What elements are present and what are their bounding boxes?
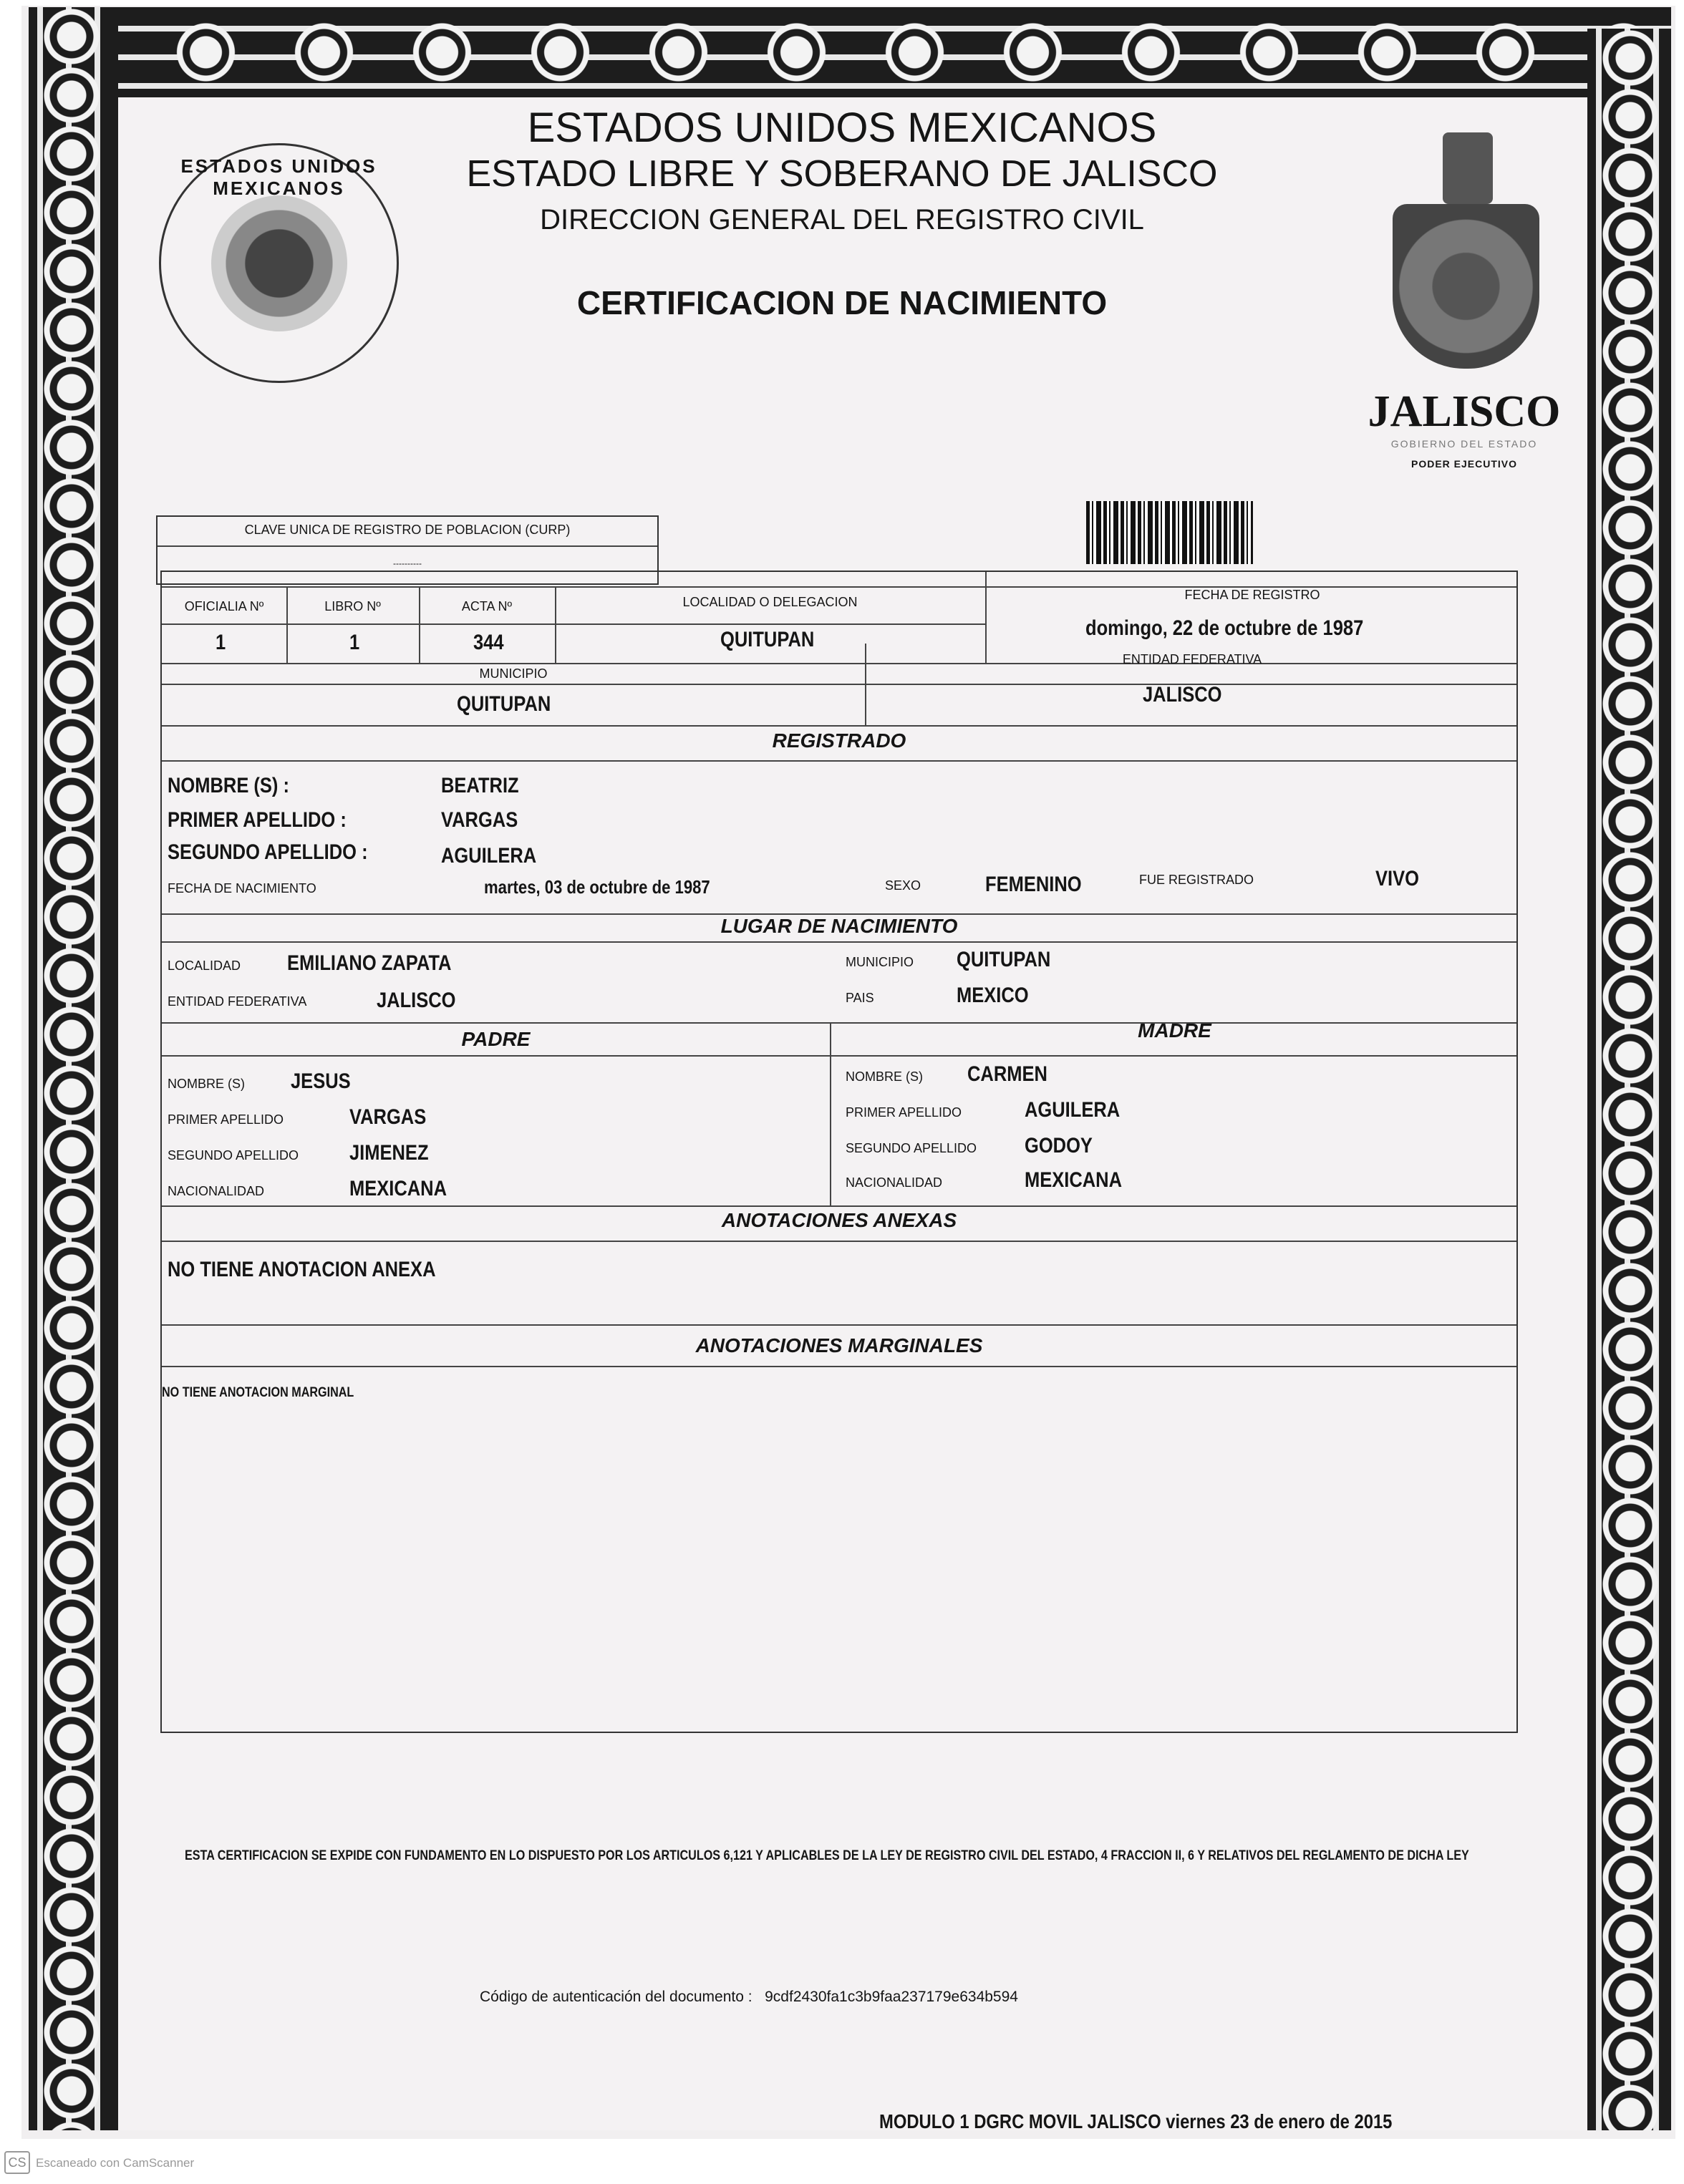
scanner-strip xyxy=(0,2139,1684,2184)
lugar-entidad-value: JALISCO xyxy=(377,989,456,1012)
marginales-heading: ANOTACIONES MARGINALES xyxy=(695,1334,983,1356)
lugar-municipio-label: MUNICIPIO xyxy=(846,955,914,969)
segundo-apellido-value: AGUILERA xyxy=(441,844,537,868)
padre-primer-value: VARGAS xyxy=(349,1105,427,1129)
padre-nacionalidad-value: MEXICANA xyxy=(349,1177,447,1200)
sexo-label: SEXO xyxy=(885,878,921,893)
seal-text: ESTADOS UNIDOS MEXICANOS xyxy=(180,155,377,199)
oficialia-label: OFICIALIA Nº xyxy=(184,599,264,613)
document-title: CERTIFICACION DE NACIMIENTO xyxy=(576,284,1108,321)
fecha-nacimiento-label: FECHA DE NACIMIENTO xyxy=(168,881,316,896)
lugar-entidad-label: ENTIDAD FEDERATIVA xyxy=(168,994,307,1009)
border-left xyxy=(29,7,118,2130)
fecha-nacimiento-value: martes, 03 de octubre de 1987 xyxy=(484,876,710,898)
libro-value: 1 xyxy=(349,631,360,654)
acta-value: 344 xyxy=(473,631,504,654)
madre-nombre-value: CARMEN xyxy=(967,1062,1047,1086)
padre-primer-label: PRIMER APELLIDO xyxy=(168,1112,284,1127)
jalisco-coat-of-arms-icon xyxy=(1378,125,1554,376)
municipio-value: QUITUPAN xyxy=(457,692,551,716)
legal-text: ESTA CERTIFICACION SE EXPIDE CON FUNDAMENTO EN LO DISPUESTO POR LOS ARTICULOS 6,121 Y APLICABLES DE LA LEY DE REGISTRO CIVIL DEL ESTADO, 4 FRACCION II, 6 Y RELATIVOS DEL REGLAMENTO DE DICHA LEY xyxy=(185,1848,1469,1863)
padre-nacionalidad-label: NACIONALIDAD xyxy=(168,1184,265,1198)
curp-label: CLAVE UNICA DE REGISTRO DE POBLACION (CURP) xyxy=(244,523,571,537)
fue-registrado-label: FUE REGISTRADO xyxy=(1139,873,1254,887)
lugar-localidad-label: LOCALIDAD xyxy=(168,958,241,973)
madre-segundo-label: SEGUNDO APELLIDO xyxy=(846,1141,977,1155)
fue-registrado-value: VIVO xyxy=(1375,867,1419,890)
registrado-heading: REGISTRADO xyxy=(772,729,906,752)
header-line-1: ESTADOS UNIDOS MEXICANOS xyxy=(527,105,1157,151)
localidad-value: QUITUPAN xyxy=(720,628,815,651)
auth-code-line xyxy=(480,1989,1018,2006)
entidad-value: JALISCO xyxy=(1143,683,1222,707)
lugar-localidad-value: EMILIANO ZAPATA xyxy=(287,951,452,975)
lugar-municipio-value: QUITUPAN xyxy=(957,948,1051,971)
anexas-heading: ANOTACIONES ANEXAS xyxy=(721,1209,957,1231)
lugar-pais-value: MEXICO xyxy=(957,984,1029,1007)
jalisco-logo-sub2: PODER EJECUTIVO xyxy=(1410,458,1518,470)
madre-nacionalidad-label: NACIONALIDAD xyxy=(846,1175,943,1190)
issued-line: MODULO 1 DGRC MOVIL JALISCO viernes 23 de enero de 2015 xyxy=(879,2110,1393,2132)
lugar-pais-label: PAIS xyxy=(846,991,874,1005)
registry-table xyxy=(160,571,1518,1733)
primer-apellido-label: PRIMER APELLIDO : xyxy=(168,808,347,832)
oficialia-value: 1 xyxy=(216,631,226,654)
camscanner-text: Escaneado con CamScanner xyxy=(36,2156,195,2170)
madre-nacionalidad-value: MEXICANA xyxy=(1025,1168,1123,1192)
nombre-label: NOMBRE (S) : xyxy=(168,774,289,797)
padre-segundo-label: SEGUNDO APELLIDO xyxy=(168,1148,299,1163)
marginales-text: NO TIENE ANOTACION MARGINAL xyxy=(162,1385,354,1400)
padre-segundo-value: JIMENEZ xyxy=(349,1141,429,1165)
fecha-registro-value: domingo, 22 de octubre de 1987 xyxy=(1085,616,1364,640)
segundo-apellido-label: SEGUNDO APELLIDO : xyxy=(168,840,368,864)
madre-segundo-value: GODOY xyxy=(1025,1134,1093,1157)
curp-value: ---------- xyxy=(393,558,422,568)
madre-primer-label: PRIMER APELLIDO xyxy=(846,1105,962,1120)
madre-nombre-label: NOMBRE (S) xyxy=(846,1069,923,1084)
padre-nombre-label: NOMBRE (S) xyxy=(168,1077,245,1091)
nombre-value: BEATRIZ xyxy=(441,774,519,797)
padre-nombre-value: JESUS xyxy=(291,1069,351,1093)
municipio-label: MUNICIPIO xyxy=(479,666,548,681)
header-line-2: ESTADO LIBRE Y SOBERANO DE JALISCO xyxy=(466,153,1218,195)
anexas-text: NO TIENE ANOTACION ANEXA xyxy=(168,1258,436,1281)
entidad-label: ENTIDAD FEDERATIVA xyxy=(1122,652,1262,666)
camscanner-logo-icon: CS xyxy=(4,2151,30,2174)
auth-code-value: 9cdf2430fa1c3b9faa237179e634b594 xyxy=(765,1989,1018,2005)
auth-code-label: Código de autenticación del documento : xyxy=(480,1989,753,2005)
madre-heading: MADRE xyxy=(1138,1019,1211,1042)
libro-label: LIBRO Nº xyxy=(324,599,381,613)
lugar-heading: LUGAR DE NACIMIENTO xyxy=(720,915,958,937)
padre-heading: PADRE xyxy=(461,1028,531,1050)
barcode xyxy=(1086,501,1253,564)
acta-label: ACTA Nº xyxy=(461,599,513,613)
jalisco-logo-text: JALISCO xyxy=(1368,387,1561,436)
border-top xyxy=(29,7,1671,97)
madre-primer-value: AGUILERA xyxy=(1025,1098,1121,1122)
primer-apellido-value: VARGAS xyxy=(441,808,518,832)
sexo-value: FEMENINO xyxy=(985,873,1082,896)
fecha-registro-label: FECHA DE REGISTRO xyxy=(1184,588,1320,602)
jalisco-logo-sub1: GOBIERNO DEL ESTADO xyxy=(1390,438,1538,450)
header-line-3: DIRECCION GENERAL DEL REGISTRO CIVIL xyxy=(540,204,1144,236)
border-right xyxy=(1587,29,1671,2130)
localidad-label: LOCALIDAD O DELEGACION xyxy=(682,595,858,609)
